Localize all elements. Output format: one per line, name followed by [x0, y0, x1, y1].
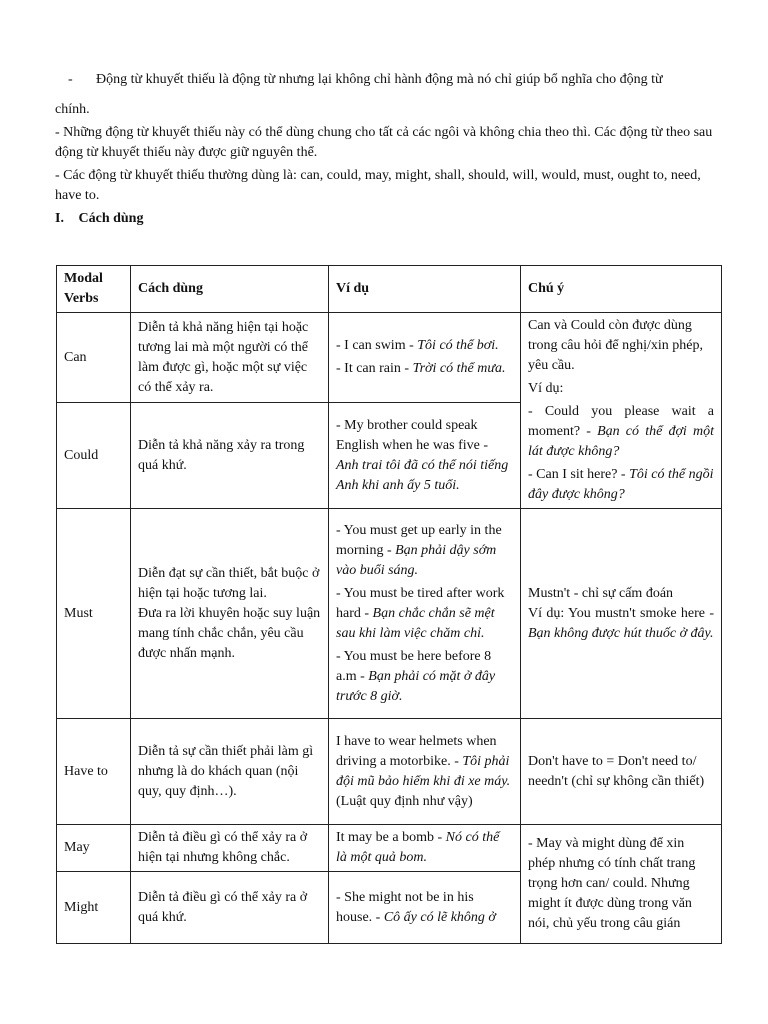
example-must-1 — [336, 521, 513, 581]
example-vi: Bạn phải dậy sớm vào buổi sáng. — [336, 542, 497, 578]
example-en: - My brother could speak English when he was five - — [336, 417, 489, 453]
note-example — [528, 604, 714, 644]
intro-paragraph-1 — [55, 70, 717, 90]
intro-paragraph-2: - Những động từ khuyết thiếu này có thể dùng chung cho tất cả các ngôi và không chia theo thì. Các động từ theo sau động từ khuyết thiếu này được giữ nguyên thể. — [55, 125, 713, 160]
example-vi: Cô ấy có lẽ không ở — [383, 909, 496, 925]
example-en: - Could you please wait a moment? - — [528, 404, 714, 439]
note-example — [528, 465, 714, 505]
usage-have-to: Diễn tả sự cần thiết phải làm gì nhưng là do khách quan (nội quy, quy định…). — [131, 719, 329, 825]
example-vi: Bạn không được hút thuốc ở đây. — [528, 625, 714, 641]
verb-have-to: Have to — [57, 719, 131, 825]
usage-may: Diễn tả điều gì có thể xảy ra ở hiện tại nhưng không chắc. — [131, 825, 329, 872]
verb-can: Can — [57, 313, 131, 403]
example-en: - You must be here before 8 a.m - — [336, 648, 492, 684]
intro-section — [55, 70, 717, 229]
table-row-can — [57, 313, 722, 403]
example-vi: Nó có thể là một quả bom. — [336, 830, 500, 865]
verb-might: Might — [57, 872, 131, 944]
verb-could: Could — [57, 403, 131, 509]
example-vi: Tôi có thể ngồi đây được không? — [528, 467, 714, 502]
usage-could: Diễn tả khả năng xảy ra trong quá khứ. — [131, 403, 329, 509]
example-have-to — [329, 719, 521, 825]
section-title: Cách dùng — [78, 211, 144, 226]
table-row-have-to — [57, 719, 722, 825]
usage-line: Diễn đạt sự cần thiết, bắt buộc ở hiện tại hoặc tương lai. — [138, 565, 320, 601]
note-may-might: - May và might dùng để xin phép nhưng có tính chất trang trọng hơn can/ could. Nhưng might ít được dùng trong văn nói, chủ yếu trong câu gián — [521, 825, 722, 944]
example-vi: Bạn có thể đợi một lát được không? — [528, 424, 714, 459]
example-vi: Anh trai tôi đã có thể nói tiếng Anh khi anh ấy 5 tuổi. — [336, 457, 509, 493]
header-usage: Cách dùng — [131, 266, 329, 313]
example-vi: Bạn phải có mặt ở đây trước 8 giờ. — [336, 668, 496, 704]
example-en: Ví dụ: You mustn't smoke here - — [528, 605, 714, 621]
intro-paragraph-1-continuation: chính. — [55, 102, 90, 117]
example-can-1 — [336, 336, 513, 356]
example-en: It may be a bomb - — [336, 830, 446, 845]
example-tail: (Luật quy định như vậy) — [336, 793, 473, 809]
header-example: Ví dụ — [329, 266, 521, 313]
note-must — [521, 509, 722, 719]
example-must — [329, 509, 521, 719]
example-vi: Bạn chắc chắn sẽ mệt sau khi làm việc chăm chỉ. — [336, 605, 495, 641]
example-vi: Trời có thể mưa. — [412, 361, 506, 376]
example-en: - She might not be in his house. - — [336, 889, 474, 925]
verb-must: Must — [57, 509, 131, 719]
example-en: - You must get up early in the morning - — [336, 522, 502, 558]
example-vi: Tôi phải đội mũ bảo hiểm khi đi xe máy. — [336, 753, 511, 789]
note-line: Ví dụ: — [528, 381, 564, 396]
table-row-must — [57, 509, 722, 719]
note-example — [528, 402, 714, 462]
intro-paragraph-1-text: Động từ khuyết thiếu là động từ nhưng lại không chỉ hành động mà nó chỉ giúp bổ nghĩa cho động từ — [96, 72, 663, 87]
example-en: I have to wear helmets when driving a motorbike. - — [336, 733, 497, 769]
note-line: Can và Could còn được dùng trong câu hỏi để nghị/xin phép, yêu cầu. — [528, 318, 703, 373]
example-en: - You must be tired after work hard - — [336, 585, 505, 621]
note-line: Mustn't - chỉ sự cấm đoán — [528, 585, 674, 601]
example-must-3 — [336, 647, 513, 707]
header-modal-verbs: Modal Verbs — [57, 266, 131, 313]
header-note: Chú ý — [521, 266, 722, 313]
usage-can: Diễn tả khả năng hiện tại hoặc tương lai mà một người có thể làm được gì, hoặc một sự việc có thể xảy ra. — [131, 313, 329, 403]
note-can-could — [521, 313, 722, 509]
example-can-2 — [336, 359, 513, 379]
example-may — [329, 825, 521, 872]
usage-might: Diễn tả điều gì có thể xảy ra ở quá khứ. — [131, 872, 329, 944]
example-must-2 — [336, 584, 513, 644]
table-header-row — [57, 266, 722, 313]
verb-may: May — [57, 825, 131, 872]
modal-verbs-table — [56, 265, 722, 944]
example-could — [329, 403, 521, 509]
intro-paragraph-3: - Các động từ khuyết thiếu thường dùng là: can, could, may, might, shall, should, will, would, must, ought to, need, have to. — [55, 168, 701, 203]
section-heading — [55, 209, 717, 229]
example-en: - It can rain - — [336, 361, 413, 376]
example-might — [329, 872, 521, 944]
note-have-to: Don't have to = Don't need to/ needn't (chỉ sự không cần thiết) — [521, 719, 722, 825]
example-vi: Tôi có thể bơi. — [417, 338, 499, 353]
example-en: - Can I sit here? - — [528, 467, 630, 482]
table-row-may — [57, 825, 722, 872]
bullet-dash: - — [68, 72, 73, 87]
example-can — [329, 313, 521, 403]
section-number: I. — [55, 211, 64, 226]
usage-must — [131, 509, 329, 719]
usage-line: Đưa ra lời khuyên hoặc suy luận mang tính chắc chắn, yêu cầu được nhấn mạnh. — [138, 605, 321, 661]
example-en: - I can swim - — [336, 338, 418, 353]
